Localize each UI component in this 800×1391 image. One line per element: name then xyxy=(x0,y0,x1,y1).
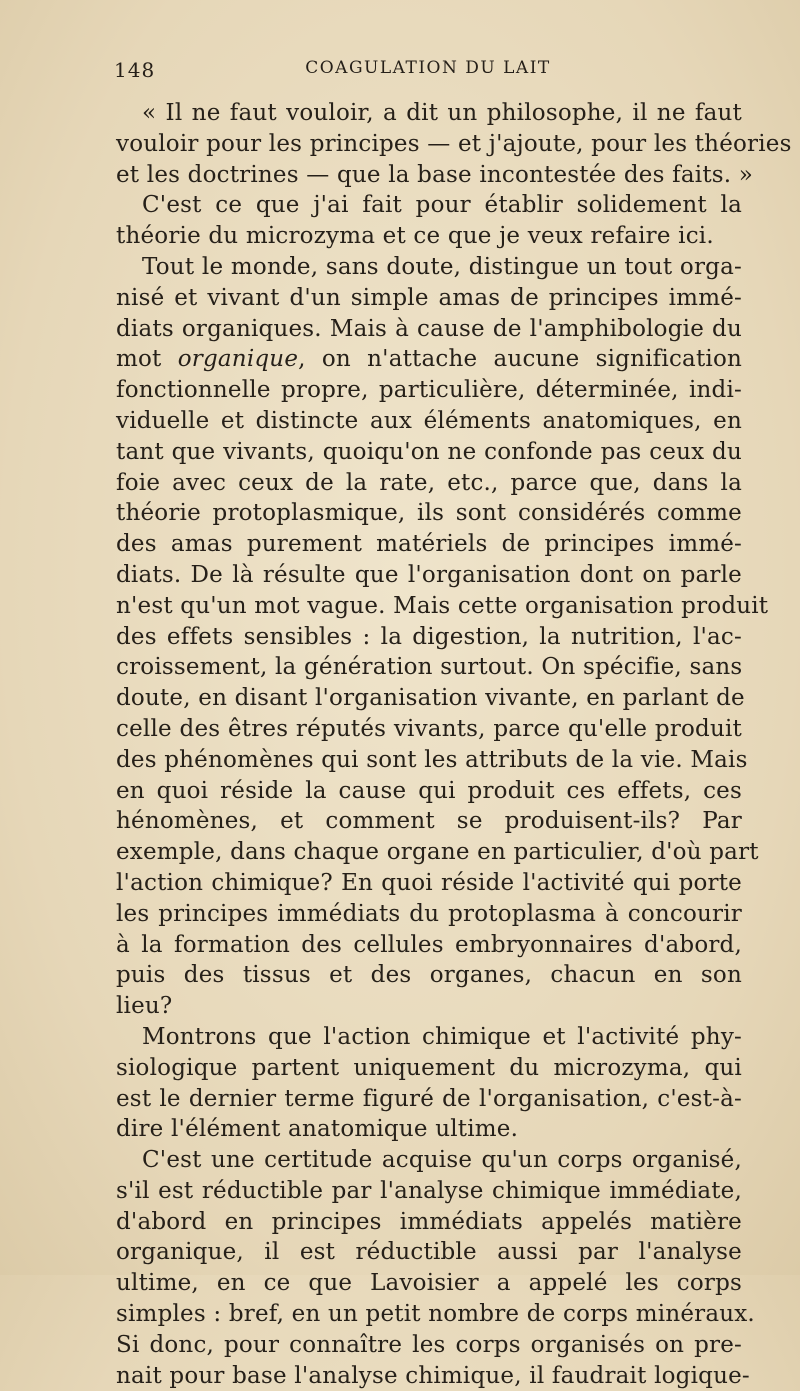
text-line: exemple, dans chaque organe en particulier, d'où part xyxy=(116,839,759,866)
text-line: d'abord en principes immédiats appelés matière xyxy=(116,1208,742,1235)
text-line: les principes immédiats du protoplasma à concourir xyxy=(116,900,742,927)
text-line: foie avec ceux de la rate, etc., parce que, dans la xyxy=(116,469,742,496)
text-line: ultime, en ce que Lavoisier a appelé les corps xyxy=(116,1270,742,1297)
text-line: des amas purement matériels de principes immé- xyxy=(116,531,742,558)
italic-word: organique xyxy=(177,346,299,373)
text-line: des phénomènes qui sont les attributs de la vie. Mais xyxy=(116,746,748,773)
text-line: viduelle et distincte aux éléments anatomiques, en xyxy=(116,407,742,434)
text-line: puis des tissus et des organes, chacun en son xyxy=(116,962,742,989)
page-number: 148 xyxy=(114,58,156,82)
text-line: croissement, la génération surtout. On spécifie, sans xyxy=(116,654,743,681)
page-header xyxy=(114,58,742,88)
text-line: C'est une certitude acquise qu'un corps organisé, xyxy=(142,1147,742,1174)
text-line: vouloir pour les principes — et j'ajoute, pour les théories xyxy=(116,130,792,157)
text-line: siologique partent uniquement du microzyma, qui xyxy=(116,1054,742,1081)
text-line: doute, en disant l'organisation vivante, en parlant de xyxy=(116,685,745,712)
text-line: n'est qu'un mot vague. Mais cette organisation produit xyxy=(116,592,769,619)
text-line: à la formation des cellules embryonnaires d'abord, xyxy=(116,931,742,958)
text-line: diats. De là résulte que l'organisation dont on parle xyxy=(116,561,742,588)
text-line: organique, il est réductible aussi par l'analyse xyxy=(116,1239,742,1266)
body-text xyxy=(116,98,792,1391)
text-line: tant que vivants, quoiqu'on ne confonde pas ceux du xyxy=(116,438,742,465)
text-line: C'est ce que j'ai fait pour établir solidement la xyxy=(142,192,742,219)
text-fragment: , on n'attache aucune signification xyxy=(298,346,742,373)
running-title: COAGULATION DU LAIT xyxy=(305,58,551,78)
text-line: fonctionnelle propre, particulière, déterminée, indi- xyxy=(116,377,742,404)
text-line xyxy=(116,344,742,375)
text-line: Tout le monde, sans doute, distingue un tout orga- xyxy=(142,253,742,280)
text-line: et les doctrines — que la base incontestée des faits. » xyxy=(116,161,754,188)
text-line: l'action chimique? En quoi réside l'activité qui porte xyxy=(116,869,742,896)
text-line: est le dernier terme figuré de l'organisation, c'est-à- xyxy=(116,1085,742,1112)
text-line: nisé et vivant d'un simple amas de principes immé- xyxy=(116,284,742,311)
text-line: diats organiques. Mais à cause de l'amphibologie du xyxy=(116,315,742,342)
text-line: hénomènes, et comment se produisent-ils? Par xyxy=(116,808,742,835)
text-line: celle des êtres réputés vivants, parce qu'elle produit xyxy=(116,715,742,742)
text-line: lieu? xyxy=(116,993,173,1020)
text-line: en quoi réside la cause qui produit ces effets, ces xyxy=(116,777,742,804)
text-line: théorie du microzyma et ce que je veux refaire ici. xyxy=(116,223,714,250)
text-line: s'il est réductible par l'analyse chimique immédiate, xyxy=(116,1177,742,1204)
text-line: nait pour base l'analyse chimique, il faudrait logique- xyxy=(116,1362,750,1389)
text-line: théorie protoplasmique, ils sont considérés comme xyxy=(116,500,742,527)
text-line: dire l'élément anatomique ultime. xyxy=(116,1116,519,1143)
text-line: des effets sensibles : la digestion, la nutrition, l'ac- xyxy=(116,623,742,650)
text-line: « Il ne faut vouloir, a dit un philosophe, il ne faut xyxy=(142,100,742,126)
text-line: Montrons que l'action chimique et l'activité phy- xyxy=(142,1023,742,1050)
text-fragment: mot xyxy=(116,346,178,373)
text-line: Si donc, pour connaître les corps organisés on pre- xyxy=(116,1331,742,1358)
text-line: simples : bref, en un petit nombre de corps minéraux. xyxy=(116,1301,755,1328)
